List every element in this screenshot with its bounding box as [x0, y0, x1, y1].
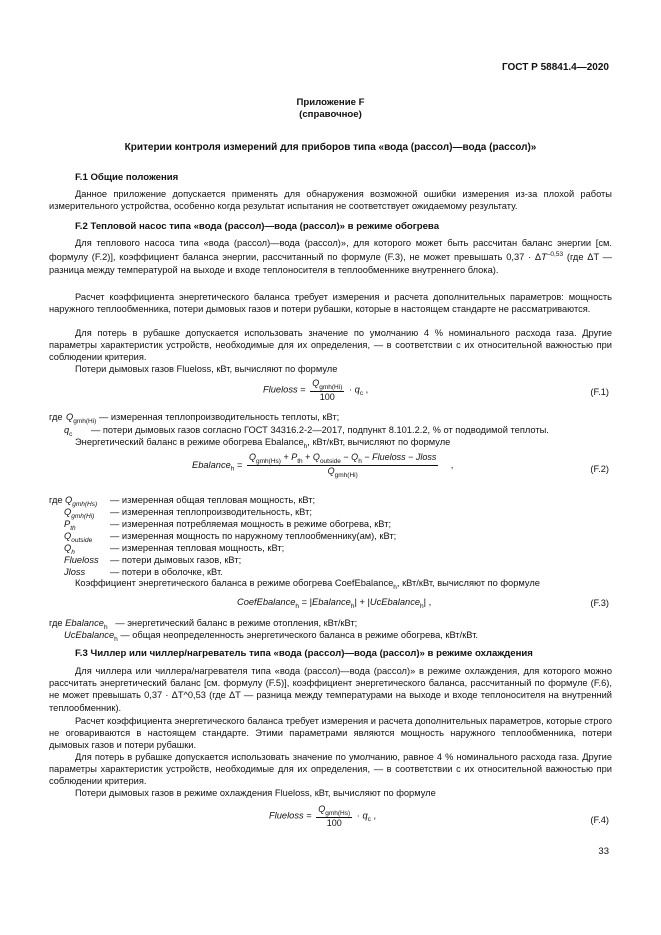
appendix-subtitle: (справочное) — [299, 109, 362, 120]
formula-f4: Flueloss = $\frac{Q_{gmh(Hs)}}{100}$ · $q_c$ , — [269, 804, 377, 828]
f3-paragraph-1: Для чиллера или чиллера/нагревателя типа «вода (рассол)—вода (рассол)» в режиме охлаждения, для которого можно рассчитать энергетический баланс [см. формулу (F.5)], коэффициент энергетического баланса, рассчитанный по формуле (F.6), не может превышать 0,37 · ΔT^0,53 (где ΔT — разница между температурами на выходе и входе теплоносителя на внутренний теплообменник). — [49, 666, 612, 713]
f3-paragraph-4: Потери дымовых газов в режиме охлаждения Flueloss, кВт, вычисляют по формуле — [75, 788, 436, 798]
legend-symbol: Jloss — [64, 567, 86, 577]
legend-symbol: $Q_{gmh(Hi)}$ — [64, 507, 95, 520]
standard-number: ГОСТ Р 58841.4—2020 — [501, 62, 609, 73]
formula-f3: CoefEbalance$_h$ = |Ebalance$_h$| + |UcEbalance$_h$| , — [237, 597, 432, 610]
legend-symbol: Flueloss — [64, 555, 99, 565]
formula-f1-number: (F.1) — [590, 387, 609, 397]
section-f3-heading: F.3 Чиллер или чиллер/нагреватель типа «вода (рассол)—вода (рассол)» в режиме охлаждения — [75, 648, 533, 659]
legend-description: — измеренная мощность по наружному теплообменнику(ам), кВт; — [110, 531, 397, 541]
f2-paragraph-3: Для потерь в рубашке допускается использовать значение по умолчанию 4 % номинального расхода газа. Другие параметры характеристик устройств, необходимые для их определения, — в соответствии с их относительной важностью при соблюдении критерия. — [49, 328, 612, 363]
f2-paragraph-2: Расчет коэффициента энергетического баланса требует измерения и расчета дополнительных параметров: мощность наружного теплообменника, потери дымовых газов и потери рубашки, которые в настоящем стандарте не рассматриваются. — [49, 292, 612, 315]
legend-description: — потери дымовых газов, кВт; — [110, 555, 242, 565]
page-number: 33 — [598, 846, 609, 857]
section-f2-heading: F.2 Тепловой насос типа «вода (рассол)—вода (рассол)» в режиме обогрева — [75, 221, 440, 232]
formula-f2-number: (F.2) — [590, 464, 609, 474]
legend-ebalance: где Ebalance$_h$ — энергетический баланс в режиме отопления, кВт/кВт; — [49, 618, 358, 631]
legend-description: — измеренная общая тепловая мощность, кВт; — [110, 495, 316, 505]
f2-paragraph-4: Потери дымовых газов Flueloss, кВт, вычисляют по формуле — [75, 364, 338, 374]
legend-description: — измеренная теплопроизводительность, кВт; — [110, 507, 312, 517]
legend-description: — потери в оболочке, кВт. — [110, 567, 223, 577]
legend-description: — измеренная потребляемая мощность в режиме обогрева, кВт; — [110, 519, 392, 529]
appendix-title: Приложение F — [296, 97, 365, 108]
f2-paragraph-5: Энергетический баланс в режиме обогрева Ebalance$_h$, кВт/кВт, вычисляют по формуле — [75, 437, 451, 450]
where-label-1: где — [49, 412, 63, 422]
legend-symbol: $P_{th}$ — [64, 519, 76, 532]
f2-paragraph-1: Для теплового насоса типа «вода (рассол)—вода (рассол)», для которого может быть рассчитан баланс энергии [см. формулу (F.2)], коэффициент баланса энергии, рассчитанный по формуле (F.3), не может превышать $0,37 \cdot \Delta T^{-0,53}$ (где ΔT — разница между температурой на выходе и входе теплоносителя в теплообменнике внутреннего блока). — [49, 238, 612, 275]
legend-ucebalance: UcEbalance$_h$ — общая неопределенность энергетического баланса в режиме обогрева, кВт/кВт. — [64, 630, 479, 643]
f3-paragraph-2: Расчет коэффициента энергетического баланса требует измерения и расчета дополнительных параметров, которые строго не оговариваются в настоящем стандарте. Этими параметрами являются мощность наружного теплообменника, потери дымовых газов и потери рубашки. — [49, 716, 612, 751]
f3-paragraph-3: Для потерь в рубашке допускается использовать значение по умолчанию, равное 4 % номинального расхода газа. Другие параметры характеристик устройств, необходимые для их определения, — в соответствии с их относительной важностью при соблюдении критерия. — [49, 752, 612, 787]
legend-description: — измеренная тепловая мощность, кВт; — [110, 543, 285, 553]
formula-f2: Ebalance$_h$ = $\frac{Q_{gmh(Hs)} + P_{th} + Q_{outside} - Q_h - Flueloss - Jloss}{Q_{gmh(Hi)}}$ , — [192, 452, 454, 479]
f2-paragraph-6: Коэффициент энергетического баланса в режиме обогрева CoefEbalance$_h$, кВт/кВт, вычисляют по формуле — [75, 578, 540, 591]
legend-where: где — [49, 495, 63, 505]
legend-qgmh-hi: $Q_{gmh(Hi)}$ — измеренная теплопроизводительность теплоты, кВт; — [66, 412, 340, 425]
legend-qc: $q_c$ — потери дымовых газов согласно ГОСТ 34316.2-2—2017, подпункт 8.101.2.2, % от подводимой теплоты. — [64, 425, 549, 438]
section-f1-heading: F.1 Общие положения — [75, 172, 179, 183]
legend-symbol: $Q_{gmh(Hs)}$ — [65, 495, 98, 508]
formula-f3-number: (F.3) — [590, 598, 609, 608]
formula-f1: Flueloss = $\frac{Q_{gmh(Hi)}}{100}$ · $q_c$ , — [263, 378, 369, 402]
main-title: Критерии контроля измерений для приборов типа «вода (рассол)—вода (рассол)» — [124, 142, 537, 153]
legend-symbol: $Q_{outside}$ — [64, 531, 93, 544]
legend-symbol: $Q_h$ — [64, 543, 75, 556]
formula-f4-number: (F.4) — [590, 815, 609, 825]
section-f1-paragraph: Данное приложение допускается применять для обнаружения возможной ошибки измерения из-за плохой работы измерительного устройства, особенно когда результат испытания не соответствует ожидаемому результату. — [49, 189, 612, 212]
